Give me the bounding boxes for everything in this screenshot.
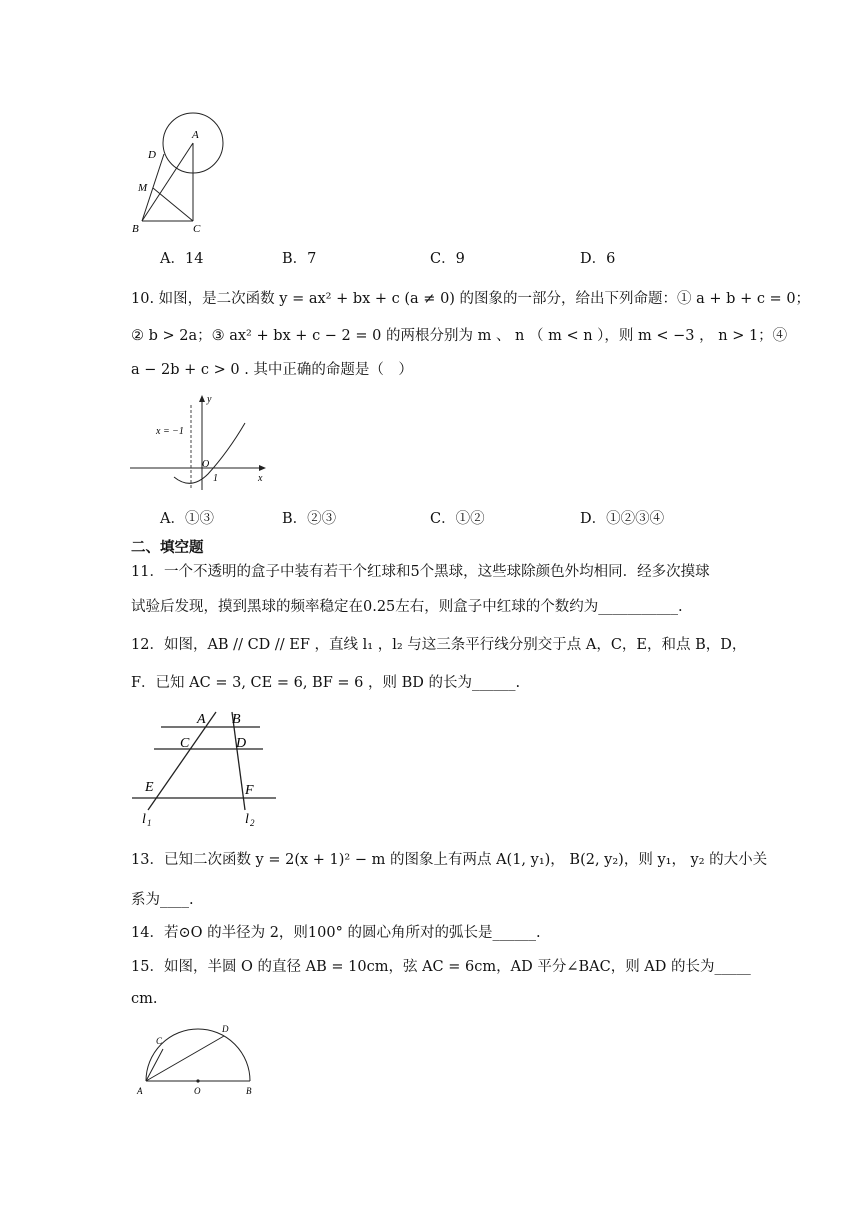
label-b: B xyxy=(246,1086,252,1096)
q10-line-3: a − 2b + c > 0 . 其中正确的命题是（ ） xyxy=(131,362,413,378)
label-l1-sub: 1 xyxy=(147,818,152,828)
label-a: A xyxy=(192,129,199,141)
q10-figure xyxy=(128,390,273,495)
label-o: O xyxy=(194,1086,201,1096)
label-a: A xyxy=(137,1086,143,1096)
q10-option-d: D．①②③④ xyxy=(580,511,665,527)
label-a: A xyxy=(197,712,206,727)
q10-option-a: A．①③ xyxy=(160,511,214,527)
center-point xyxy=(196,1079,199,1082)
q9-option-c: C．9 xyxy=(430,251,465,267)
x-axis-arrow xyxy=(259,465,266,471)
label-f: F xyxy=(245,783,254,798)
label-b: B xyxy=(232,712,241,727)
axis-note: x = −1 xyxy=(156,426,184,437)
label-d: D xyxy=(236,736,247,751)
q11-line-1: 11．一个不透明的盒子中装有若干个红球和5个黑球，这些球除颜色外均相同．经多次摸球 xyxy=(131,564,710,580)
q14-line-1: 14．若⊙O 的半径为 2，则100° 的圆心角所对的弧长是______. xyxy=(131,925,541,941)
y-label: y xyxy=(207,394,212,405)
section-title: 二、填空题 xyxy=(131,540,204,556)
q10-option-b: B．②③ xyxy=(282,511,337,527)
q15-line-2: cm. xyxy=(131,991,158,1007)
label-d: D xyxy=(148,149,156,161)
q13-line-2: 系为____. xyxy=(131,892,194,908)
label-c: C xyxy=(180,736,190,751)
q10-option-c: C．①② xyxy=(430,511,485,527)
q9-option-b: B．7 xyxy=(282,251,317,267)
q15-figure xyxy=(132,1020,262,1100)
label-c: C xyxy=(193,223,201,235)
segment-mc xyxy=(153,188,193,221)
tick-one: 1 xyxy=(213,473,218,484)
parabola xyxy=(174,423,245,483)
label-m: M xyxy=(138,182,148,194)
q9-option-a: A．14 xyxy=(160,251,204,267)
label-l2-sub: 2 xyxy=(250,818,255,828)
q12-line-2: F．已知 AC = 3, CE = 6, BF = 6 ，则 BD 的长为______. xyxy=(131,675,521,691)
y-axis-arrow xyxy=(199,395,205,402)
label-l1: l xyxy=(142,812,146,827)
x-label: x xyxy=(258,473,263,484)
q13-line-1: 13．已知二次函数 y = 2(x + 1)² − m 的图象上有两点 A(1, y₁)， B(2, y₂)，则 y₁， y₂ 的大小关 xyxy=(131,852,768,868)
label-d: D xyxy=(222,1024,229,1034)
origin-label: O xyxy=(202,459,210,470)
q10-line-1: 10. 如图，是二次函数 y = ax² + bx + c (a ≠ 0) 的图象的一部分，给出下列命题：① a + b + c = 0； xyxy=(131,291,811,307)
label-l2: l xyxy=(245,812,249,827)
label-e: E xyxy=(145,780,154,795)
q12-figure xyxy=(128,705,278,830)
q9-option-d: D．6 xyxy=(580,251,616,267)
q11-line-2: 试验后发现，摸到黑球的频率稳定在0.25左右，则盒子中红球的个数约为___________. xyxy=(131,599,683,615)
q10-line-2: ② b > 2a；③ ax² + bx + c − 2 = 0 的两根分别为 m 、 n （ m < n ），则 m < −3 ， n > 1；④ xyxy=(131,328,788,344)
label-c: C xyxy=(156,1036,163,1046)
q12-line-1: 12．如图，AB // CD // EF ，直线 l₁ ，l₂ 与这三条平行线分别交于点 A，C，E，和点 B，D， xyxy=(131,637,747,653)
q9-figure xyxy=(128,100,233,235)
label-b: B xyxy=(132,223,139,235)
q15-line-1: 15．如图，半圆 O 的直径 AB = 10cm，弦 AC = 6cm，AD 平分∠BAC，则 AD 的长为_____ xyxy=(131,959,751,975)
